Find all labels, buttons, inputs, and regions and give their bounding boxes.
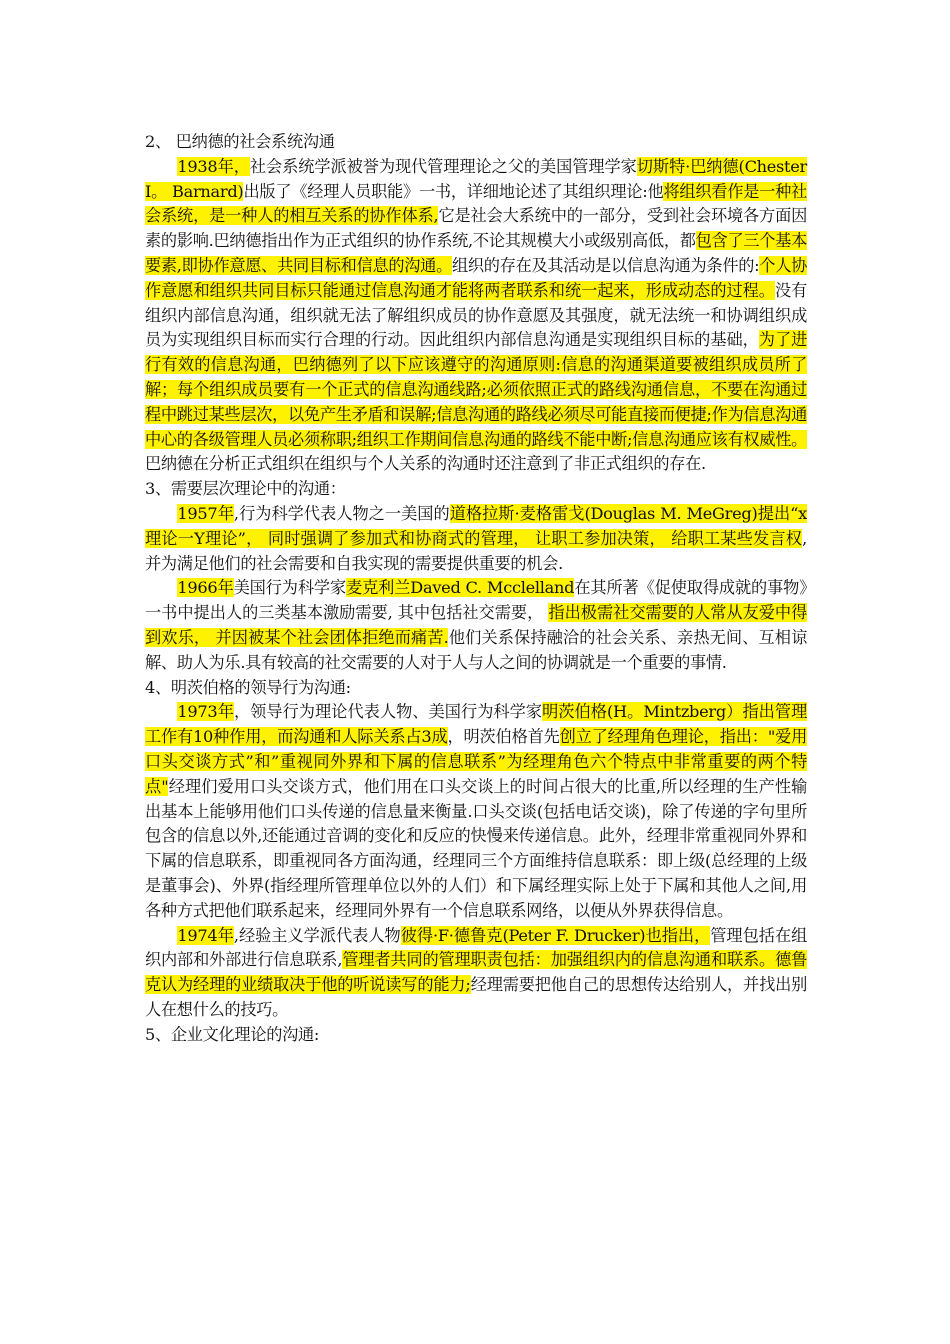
highlighted-text: 包含了三个基本要素,即协作意愿、共同目标和信息的沟通。 [145, 231, 807, 275]
highlighted-text: 创立了经理角色理论，指出："爱用口头交谈方式”和”重视同外界和下属的信息联系”为经理角色六个特点中非常重要的两个特点" [145, 727, 807, 796]
paragraph [145, 700, 807, 923]
body-text: ,经验主义学派代表人物 [233, 925, 401, 945]
highlighted-text: 1957年 [177, 503, 234, 523]
paragraph [145, 155, 807, 477]
highlighted-text: 1973年 [177, 702, 234, 722]
body-text: 管理包括在组织内部和外部进行信息联系, [145, 925, 808, 970]
highlighted-text: 彼得·F·德鲁克(Peter F. Drucker)也指出， [400, 925, 711, 945]
highlighted-text: 1966年 [177, 578, 234, 598]
section-heading: 4、明茨伯格的领导行为沟通: [145, 677, 351, 697]
section-heading: 2、 巴纳德的社会系统沟通 [145, 132, 335, 151]
highlighted-text: 道格拉斯·麦格雷戈(Douglas M. MeGreg)提出“x理论一Y理论”， 同时强调了参加式和协商式的管理， 让职工参加决策， 给职工某些发言权 [145, 503, 807, 548]
body-text: , 并为满足他们的社会需要和自我实现的需要提供重要的机会. [145, 528, 807, 573]
highlighted-text: 1974年 [177, 925, 234, 945]
body-text: 经理们爱用口头交谈方式，他们用在口头交谈上的时间占很大的比重,所以经理的生产性输出基本上能够用他们口头传递的信息量来衡量.口头交谈(包括电话交谈)，除了传递的字句里所包含的信息以外,还能通过音调的变化和反应的快慢来传递信息。此外，经理非常重视同外界和下属的信息联系，即重视同各方面沟通，经理同三个方面维持信息联系：即上级(总经理的上级是董事会)、外界(指经理所管理单位以外的人们）和下属经理实际上处于下属和其他人之间,用各种方式把他们联系起来，经理同外界有一个信息联系网络，以便从外界获得信息。 [145, 776, 807, 920]
document-body [145, 130, 807, 1047]
body-text: 美国行为科学家 [233, 578, 347, 598]
section-heading: 5、企业文化理论的沟通: [145, 1024, 320, 1044]
highlighted-text: 指出极需社交需要的人常从友爱中得到欢乐， 并因被某个社会团体拒绝而痛苦. [145, 603, 807, 647]
highlighted-text: 麦克利兰Daved C. Mcclelland [346, 578, 575, 598]
highlighted-text: 1938年， [177, 156, 250, 176]
body-text: 他们关系保持融洽的社会关系、亲热无间、互相谅解、助人为乐.具有较高的社交需要的人对于人与人之间的协调就是一个重要的事情. [145, 627, 807, 672]
section-heading: 3、需要层次理论中的沟通： [145, 479, 346, 499]
body-text: ，明茨伯格首先 [447, 727, 560, 747]
highlighted-text: 切斯特·巴纳德(Chester I。 Barnard) [145, 156, 807, 201]
paragraph [145, 924, 807, 1023]
highlighted-text: 个人协作意愿和组织共同目标只能通过信息沟通才能将两者联系和统一起来，形成动态的过程。 [145, 255, 808, 300]
body-text: 组织的存在及其活动是以信息沟通为条件的: [452, 255, 760, 275]
body-text: 在其所著《促使取得成就的事物》一书中提出人的三类基本激励需要, 其中包括社交需要， [145, 578, 807, 623]
body-text: 出版了《经理人员职能》一书，详细地论述了其组织理论:他 [243, 181, 664, 201]
highlighted-text: 明茨伯格(H。Mintzberg）指出管理工作有10种作用，而沟通和人际关系占3成 [145, 702, 807, 747]
highlighted-text: 将组织看作是一种社会系统，是一种人的相互关系的协作体系, [145, 181, 807, 226]
body-text: 经理需要把他自己的思想传达给别人，并找出别人在想什么的技巧。 [145, 975, 807, 1019]
body-text: 没有组织内部信息沟通，组织就无法了解组织成员的协作意愿及其强度，就无法统一和协调组织成员为实现组织目标而实行合理的行动。因此组织内部信息沟通是实现组织目标的基础， [145, 280, 807, 350]
highlighted-text: 为了进行有效的信息沟通，巴纳德列了以下应该遵守的沟通原则:信息的沟通渠道要被组织成员所了解；每个组织成员要有一个正式的信息沟通线路;必须依照正式的路线沟通信息，不要在沟通过程中跳过某些层次，以免产生矛盾和误解;信息沟通的路线必须尽可能直接而便捷;作为信息沟通中心的各级管理人员必须称职;组织工作期间信息沟通的路线不能中断;信息沟通应该有权威性。 [145, 330, 807, 449]
highlighted-text: 管理者共同的管理职责包括：加强组织内的信息沟通和联系。德鲁克认为经理的业绩取决于他的听说读写的能力; [145, 950, 807, 995]
body-text: ,行为科学代表人物之一美国的 [233, 503, 450, 523]
paragraph [145, 576, 807, 675]
body-text: 社会系统学派被誉为现代管理理论之父的美国管理学家 [249, 156, 637, 176]
body-text: 它是社会大系统中的一部分，受到社会环境各方面因素的影响.巴纳德指出作为正式组织的协作系统,不论其规模大小或级别高低，都 [145, 206, 807, 251]
body-text: ，领导行为理论代表人物、美国行为科学家 [233, 702, 543, 722]
paragraph [145, 502, 807, 576]
body-text: 巴纳德在分析正式组织在组织与个人关系的沟通时还注意到了非正式组织的存在. [145, 454, 706, 474]
